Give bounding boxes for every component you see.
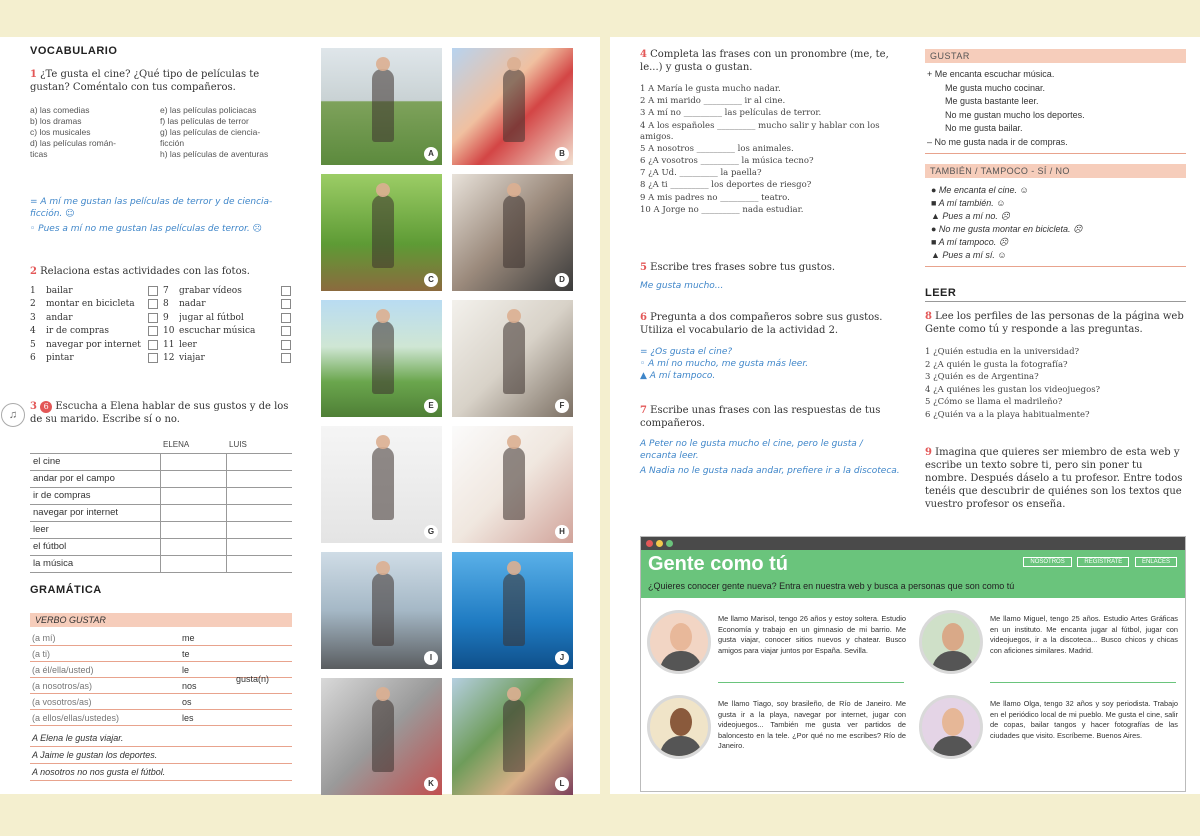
ex6-instruction — [640, 311, 915, 337]
verb-pronoun: nos — [182, 680, 197, 691]
film-item: d) las películas román- ticas — [30, 138, 116, 159]
ex4-item: 9 A mis padres no _________ teatro. — [640, 192, 790, 203]
ex8-instruction — [925, 310, 1186, 336]
listening-table — [30, 436, 292, 573]
activity-checkbox[interactable] — [281, 313, 291, 323]
dialogue-line: ▲ A mí tampoco. — [640, 371, 716, 381]
browser-bar — [641, 537, 1185, 550]
leer-title: LEER — [925, 287, 1186, 302]
activity-photo — [452, 48, 573, 165]
nav-nosotros[interactable]: NOSOTROS — [1023, 557, 1071, 567]
activity-list-a — [30, 284, 158, 365]
activity-item — [30, 325, 158, 339]
activity-checkbox[interactable] — [148, 340, 158, 350]
activity-photo — [452, 552, 573, 669]
activity-checkbox[interactable] — [281, 353, 291, 363]
activity-item — [163, 325, 291, 339]
activity-checkbox[interactable] — [148, 286, 158, 296]
film-item: a) las comedias — [30, 105, 90, 115]
ex4-list — [640, 84, 910, 217]
row-label: ir de compras — [30, 487, 160, 504]
activity-item — [163, 311, 291, 325]
answer-cell-elena[interactable] — [160, 453, 226, 470]
ex1-number: 1 — [30, 69, 37, 80]
photo-label: G — [424, 525, 438, 539]
ex4-item: 5 A nosotros _________ los animales. — [640, 143, 794, 154]
activity-label: andar — [46, 312, 73, 323]
web-header — [641, 550, 1185, 598]
verb-example: A Elena le gusta viajar. — [30, 730, 292, 747]
activity-checkbox[interactable] — [148, 353, 158, 363]
avatar — [647, 695, 711, 759]
ex4-instruction — [640, 48, 910, 74]
tambien-box-title: TAMBIÉN / TAMPOCO - SÍ / NO — [925, 164, 1186, 178]
activity-item — [30, 352, 158, 366]
tambien-line: ■ A mí también. ☺ — [931, 198, 1006, 208]
photo-label: L — [555, 777, 569, 791]
activity-photo — [321, 426, 442, 543]
ex6-number: 6 — [640, 312, 647, 323]
verb-box-title: VERBO GUSTAR — [30, 613, 292, 627]
web-subtitle: ¿Quieres conocer gente nueva? Entra en nuestra web y busca a personas que son como tú — [648, 581, 1015, 591]
ex6-examples — [640, 346, 915, 382]
film-item: h) las películas de aventuras — [160, 149, 269, 159]
tambien-line: ● Me encanta el cine. ☺ — [931, 185, 1029, 195]
photo-figure — [372, 69, 394, 142]
track-badge: 6 — [40, 401, 52, 413]
answer-cell-elena[interactable] — [160, 504, 226, 521]
photo-figure — [372, 321, 394, 394]
ex4-item: 1 A María le gusta mucho nadar. — [640, 84, 781, 94]
vocab-title: VOCABULARIO — [30, 45, 118, 57]
activity-checkbox[interactable] — [148, 326, 158, 336]
tambien-line: ▲ Pues a mí no. ☹ — [931, 211, 1010, 221]
verb-row — [30, 694, 292, 710]
film-list-a — [30, 105, 160, 160]
activity-photo — [321, 174, 442, 291]
activity-label: pintar — [46, 353, 74, 364]
profile-card — [913, 683, 1185, 768]
profile-card — [641, 683, 913, 768]
activity-photo — [321, 552, 442, 669]
activity-label: navegar por internet — [46, 339, 141, 350]
activity-photo — [321, 48, 442, 165]
activity-label: montar en bicicleta — [46, 299, 135, 310]
table-row — [30, 538, 292, 555]
answer-cell-luis[interactable] — [226, 487, 292, 504]
photo-label: F — [555, 399, 569, 413]
ex9-text: Imagina que quieres ser miembro de esta web y escribe un texto sobre ti, pero sin poner tu nombre. Después dáselo a tu profesor. Entre todos tenéis que descubrir de quiénes son los textos que vuestro profesor os enseña. — [925, 447, 1183, 510]
gustar-box-title: GUSTAR — [925, 49, 1186, 63]
ex5-instruction — [640, 261, 835, 274]
ex6-text: Pregunta a dos compañeros sobre sus gustos. Utiliza el vocabulario de la actividad 2. — [640, 312, 883, 336]
photo-label: B — [555, 147, 569, 161]
avatar — [919, 695, 983, 759]
verb-examples — [30, 730, 292, 781]
answer-cell-elena[interactable] — [160, 538, 226, 555]
activity-checkbox[interactable] — [148, 313, 158, 323]
activity-number: 10 — [163, 326, 175, 337]
tambien-line: ● No me gusta montar en bicicleta. ☹ — [931, 224, 1083, 234]
table-row — [30, 555, 292, 572]
ex7-instruction — [640, 404, 910, 430]
ex4-item: 4 A los españoles _________ mucho salir y hablar con los amigos. — [640, 120, 880, 142]
activity-label: nadar — [179, 299, 206, 310]
avatar-body — [660, 736, 702, 759]
activity-item — [163, 352, 291, 366]
avatar-body — [932, 651, 974, 674]
answer-cell-elena[interactable] — [160, 487, 226, 504]
ex7-examples — [640, 438, 900, 477]
activity-photo — [321, 300, 442, 417]
photo-figure — [503, 699, 525, 772]
answer-cell-luis[interactable] — [226, 555, 292, 572]
table-row — [30, 521, 292, 538]
photo-figure — [372, 573, 394, 646]
activity-item — [163, 284, 291, 298]
verb-person: (a vosotros/as) — [32, 696, 92, 707]
verb-row — [30, 646, 292, 662]
activity-number: 4 — [30, 326, 36, 337]
avatar-body — [660, 651, 702, 674]
activity-photo — [452, 300, 573, 417]
activity-label: leer — [179, 339, 197, 350]
profile-text: Me llamo Tiago, soy brasileño, de Río de Janeiro. Me gusta ir a la playa, navegar por internet, jugar con videojuegos... También me gusta ver partidos de baloncesto en la tele. ¿Por qué no me escribes? Río de Janeiro. — [718, 699, 906, 750]
photo-figure — [503, 195, 525, 268]
profile-card — [913, 598, 1185, 683]
ex8-number: 8 — [925, 311, 932, 322]
ex4-item: 3 A mí no _________ las películas de terror. — [640, 108, 822, 119]
ex8-question: 2 ¿A quién le gusta la fotografía? — [925, 359, 1068, 370]
row-label: leer — [30, 521, 160, 538]
table-row — [30, 470, 292, 487]
table-header — [30, 436, 160, 453]
audio-icon[interactable]: ♫ — [1, 403, 25, 427]
profile-text: Me llamo Miguel, tengo 25 años. Estudio Artes Gráficas en un instituto. Me encanta jugar al fútbol, jugar con videojuegos, ir a la discoteca... Busco chicos y chicas con aficiones similares. Madrid. — [990, 614, 1178, 655]
nav-registrate[interactable]: REGÍSTRATE — [1077, 557, 1129, 567]
ex4-item: 2 A mi marido _________ ir al cine. — [640, 96, 786, 107]
ex2-instruction — [30, 265, 250, 278]
profile-text: Me llamo Olga, tengo 32 años y soy periodista. Trabajo en el periódico local de mi pueblo. Me gusta el cine, salir de copas, bailar tangos y hacer fotografías de las ciudades que visito. Escríbeme. Buenos Aires. — [990, 699, 1178, 740]
gustar-line: Me gusta bastante leer. — [945, 96, 1039, 106]
ex8-question: 3 ¿Quién es de Argentina? — [925, 372, 1039, 382]
activity-item — [30, 284, 158, 298]
activity-photo — [452, 426, 573, 543]
ex3-number: 3 — [30, 401, 37, 412]
activity-number: 2 — [30, 299, 36, 310]
row-label: la música — [30, 555, 160, 572]
photo-figure — [372, 699, 394, 772]
verb-person: (a nosotros/as) — [32, 680, 93, 691]
photo-figure — [372, 447, 394, 520]
verb-person: (a ellos/ellas/ustedes) — [32, 712, 120, 723]
minimize-dot-icon — [656, 540, 663, 547]
verb-person: (a ti) — [32, 648, 50, 659]
activity-item — [30, 311, 158, 325]
answer-cell-luis[interactable] — [226, 470, 292, 487]
web-title: Gente como tú — [648, 553, 789, 575]
avatar-face — [670, 623, 692, 651]
example-line: A Peter no le gusta mucho el cine, pero le gusta / encanta leer. — [640, 439, 863, 461]
film-list-b — [160, 105, 300, 160]
verb-person: (a él/ella/usted) — [32, 664, 94, 675]
answer-cell-elena[interactable] — [160, 470, 226, 487]
verb-example: A Jaime le gustan los deportes. — [30, 747, 292, 764]
dialogue-line: = ¿Os gusta el cine? — [640, 347, 733, 357]
photo-figure — [503, 69, 525, 142]
gustar-line: – No me gusta nada ir de compras. — [927, 136, 1068, 147]
verb-example: A nosotros no nos gusta el fútbol. — [30, 764, 292, 781]
ex1-example-2: ◦ Pues a mí no me gustan las películas de terror. ☹ — [30, 224, 262, 234]
avatar-body — [932, 736, 974, 759]
photo-label: H — [555, 525, 569, 539]
table-row — [30, 504, 292, 521]
example-line: A Nadia no le gusta nada andar, prefiere ir a la discoteca. — [640, 466, 900, 476]
gustar-box — [925, 68, 1186, 154]
activity-checkbox[interactable] — [281, 326, 291, 336]
activity-item — [30, 298, 158, 312]
photo-label: C — [424, 273, 438, 287]
table-header-elena: ELENA — [160, 436, 226, 453]
verb-pronoun: le — [182, 664, 190, 675]
ex8-question: 1 ¿Quién estudia en la universidad? — [925, 347, 1080, 357]
grammar-title: GRAMÁTICA — [30, 584, 102, 596]
avatar-face — [670, 708, 692, 736]
answer-cell-elena[interactable] — [160, 555, 226, 572]
ex1-instruction — [30, 68, 280, 94]
activity-number: 6 — [30, 353, 36, 364]
activity-item — [30, 338, 158, 352]
ex5-example: Me gusta mucho... — [640, 281, 724, 291]
dialogue-line: ◦ A mí no mucho, me gusta más leer. — [640, 359, 809, 369]
gustar-line: No me gustan mucho los deportes. — [945, 109, 1085, 120]
avatar — [919, 610, 983, 674]
row-label: navegar por internet — [30, 504, 160, 521]
activity-number: 8 — [163, 299, 169, 310]
ex4-text: Completa las frases con un pronombre (me, te, le...) y gusta o gustan. — [640, 49, 889, 73]
answer-cell-luis[interactable] — [226, 521, 292, 538]
row-label: el cine — [30, 453, 160, 470]
activity-number: 5 — [30, 339, 36, 350]
verb-row — [30, 630, 292, 646]
verb-pronoun: me — [182, 632, 195, 643]
ex9-instruction — [925, 446, 1186, 511]
ex4-item: 7 ¿A Ud. _________ la paella? — [640, 168, 762, 179]
table-row — [30, 453, 292, 470]
activity-item — [163, 298, 291, 312]
gustar-line: + Me encanta escuchar música. — [927, 69, 1055, 79]
photo-label: J — [555, 651, 569, 665]
activity-number: 7 — [163, 285, 169, 296]
photo-figure — [503, 447, 525, 520]
ex4-item: 6 ¿A vosotros _________ la música tecno? — [640, 155, 814, 166]
row-label: andar por el campo — [30, 470, 160, 487]
photo-label: A — [424, 147, 438, 161]
verb-pronoun: os — [182, 696, 192, 707]
verb-person: (a mí) — [32, 632, 56, 643]
ex4-number: 4 — [640, 49, 647, 60]
ex1-text: ¿Te gusta el cine? ¿Qué tipo de películas te gustan? Coméntalo con tus compañeros. — [30, 69, 260, 93]
activity-checkbox[interactable] — [281, 299, 291, 309]
activity-photo — [452, 678, 573, 795]
answer-cell-luis[interactable] — [226, 538, 292, 555]
ex4-item: 10 A Jorge no _________ nada estudiar. — [640, 204, 804, 215]
activity-photo — [321, 678, 442, 795]
avatar — [647, 610, 711, 674]
web-nav — [1019, 559, 1177, 565]
answer-cell-luis[interactable] — [226, 504, 292, 521]
activity-number: 3 — [30, 312, 36, 323]
ex8-questions — [925, 347, 1186, 422]
ex7-number: 7 — [640, 405, 647, 416]
ex2-text: Relaciona estas actividades con las fotos. — [40, 266, 250, 277]
answer-cell-luis[interactable] — [226, 453, 292, 470]
activity-label: ir de compras — [46, 326, 110, 337]
activity-label: grabar vídeos — [179, 285, 242, 296]
ex1-example-1: = A mí me gustan las películas de terror y de ciencia-ficción. ☺ — [30, 197, 273, 219]
avatar-face — [942, 623, 964, 651]
ex5-number: 5 — [640, 262, 647, 273]
nav-enlaces[interactable]: ENLACES — [1135, 557, 1177, 567]
ex4-item: 8 ¿A ti _________ los deportes de riesgo? — [640, 180, 812, 191]
activity-label: escuchar música — [179, 326, 256, 337]
gustar-line: No me gusta bailar. — [945, 123, 1023, 133]
close-dot-icon — [646, 540, 653, 547]
row-label: el fútbol — [30, 538, 160, 555]
verb-row — [30, 710, 292, 726]
photo-label: D — [555, 273, 569, 287]
ex8-question: 6 ¿Quién va a la playa habitualmente? — [925, 409, 1090, 420]
profile-text: Me llamo Marisol, tengo 26 años y estoy soltera. Estudio Economía y trabajo en un gimnasio de mi barrio. Me gusta viajar, conocer sitios nuevos y chatear. Busco amigos para viajar juntos por España. Sevilla. — [718, 614, 906, 655]
ex8-question: 4 ¿A quiénes les gustan los videojuegos? — [925, 384, 1101, 395]
activity-number: 11 — [163, 339, 175, 350]
activity-item — [163, 338, 291, 352]
maximize-dot-icon — [666, 540, 673, 547]
avatar-face — [942, 708, 964, 736]
ex3-instruction — [30, 400, 290, 426]
activity-number: 9 — [163, 312, 169, 323]
tambien-line: ■ A mí tampoco. ☹ — [931, 237, 1009, 247]
activity-number: 1 — [30, 285, 36, 296]
film-item: f) las películas de terror — [160, 116, 249, 126]
film-item: c) los musicales — [30, 127, 91, 137]
activity-label: viajar — [179, 353, 205, 364]
photo-figure — [372, 195, 394, 268]
verb-form: gusta(n) — [236, 674, 270, 684]
ex8-text: Lee los perfiles de las personas de la página web Gente como tú y responde a las preguntas. — [925, 311, 1184, 335]
verb-pronoun: te — [182, 648, 190, 659]
ex3-text: Escucha a Elena hablar de sus gustos y de los de su marido. Escribe sí o no. — [30, 401, 289, 425]
gustar-line: Me gusta mucho cocinar. — [945, 82, 1046, 93]
activity-number: 12 — [163, 353, 175, 364]
web-mockup — [640, 536, 1186, 792]
profile-card — [641, 598, 913, 683]
profiles-grid — [641, 598, 1185, 792]
table-header-luis: LUIS — [226, 436, 292, 453]
activity-checkbox[interactable] — [281, 340, 291, 350]
photo-label: I — [424, 651, 438, 665]
ex7-text: Escribe unas frases con las respuestas de tus compañeros. — [640, 405, 881, 429]
tambien-box — [925, 184, 1186, 267]
activity-photo — [452, 174, 573, 291]
film-item: g) las películas de ciencia- ficción — [160, 127, 261, 148]
film-item: b) los dramas — [30, 116, 82, 126]
ex9-number: 9 — [925, 447, 932, 458]
ex5-text: Escribe tres frases sobre tus gustos. — [650, 262, 836, 273]
activity-label: bailar — [46, 285, 73, 296]
table-row — [30, 487, 292, 504]
photo-label: K — [424, 777, 438, 791]
activity-label: jugar al fútbol — [179, 312, 244, 323]
activity-list-b — [163, 284, 291, 365]
photo-figure — [503, 321, 525, 394]
activity-checkbox[interactable] — [148, 299, 158, 309]
ex2-number: 2 — [30, 266, 37, 277]
ex8-question: 5 ¿Cómo se llama el madrileño? — [925, 397, 1063, 407]
tambien-line: ▲ Pues a mí sí. ☺ — [931, 250, 1007, 260]
film-item: e) las películas policiacas — [160, 105, 257, 115]
photo-label: E — [424, 399, 438, 413]
verb-pronoun: les — [182, 712, 194, 723]
answer-cell-elena[interactable] — [160, 521, 226, 538]
photo-figure — [503, 573, 525, 646]
activity-checkbox[interactable] — [281, 286, 291, 296]
